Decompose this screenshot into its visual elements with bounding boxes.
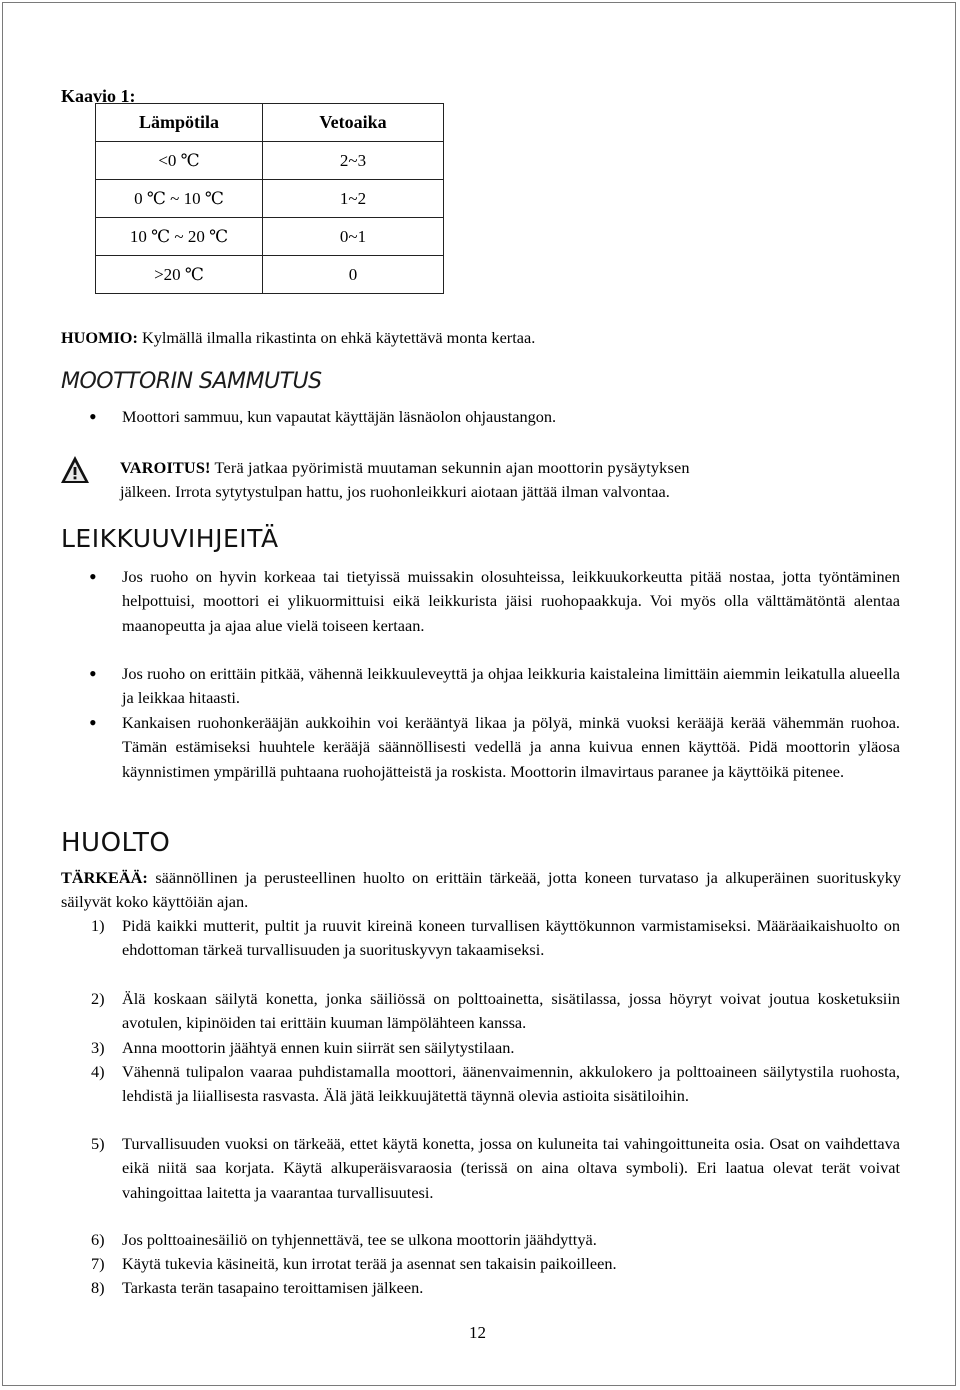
tarkeaa-label: TÄRKEÄÄ: [61,868,148,887]
maintenance-item-text: Käytä tukevia käsineitä, kun irrotat terää ja asennat sen takaisin paikoilleen. [122,1254,617,1273]
warning-label: VAROITUS! [120,458,211,477]
temperature-cell: 0 ℃ ~ 10 ℃ [96,180,263,218]
tip-bullet-text: Jos ruoho on hyvin korkeaa tai tietyissä muissakin olosuhteissa, leikkuukorkeutta pitää nostaa, jotta työntäminen helpottuisi, moottori ei ylikuormittuisi eikä leikkurista jäisi ruohopaakkuja. Voi myös olla välttämätöntä alentaa maanopeutta ja ajaa alue vielä toiseen kertaan. [122,567,900,635]
sammutus-bullet-text: Moottori sammuu, kun vapautat käyttäjän läsnäolon ohjaustangon. [122,407,557,426]
header-temperature: Lämpötila [96,104,263,142]
list-number: 2) [91,989,105,1008]
temperature-cell: <0 ℃ [96,142,263,180]
section-heading-leikkuuvihjeita: LEIKKUUVIHJEITÄ [61,524,279,553]
warning-triangle-icon [60,455,90,485]
huomio-text: Kylmällä ilmalla rikastinta on ehkä käytettävä monta kertaa. [137,328,536,347]
maintenance-item-text: Pidä kaikki mutterit, pultit ja ruuvit kireinä koneen turvallisen käyttökunnon varmistamiseksi. Määräaikaishuolto on ehdottoman tärkeä turvallisuuden ja suorituskyvyn takaamiseksi. [122,916,900,960]
bullet-dot-icon: • [89,710,97,735]
temperature-choke-table [95,103,444,294]
temperature-cell: >20 ℃ [96,256,263,294]
list-number: 8) [91,1278,105,1297]
bullet-dot-icon: • [89,661,97,686]
choke-time-cell: 0~1 [263,218,444,256]
table-caption: Kaavio 1: [61,86,136,106]
table-row [96,180,444,218]
tip-bullet-text: Kankaisen ruohonkerääjän aukkoihin voi kerääntyä likaa ja pölyä, minkä vuoksi kerääjä kerää vähemmän ruohoa. Tämän estämiseksi huuhtele kerääjä säännöllisesti vedellä ja anna kuivua ennen käyttöä. Pidä moottorin yläosa käynnistimen ympärillä puhtaana ruohojätteistä ja roskista. Moottorin ilmavirtaus paranee ja käyttöikä pitenee. [122,713,900,781]
list-number: 6) [91,1230,105,1249]
huolto-intro [61,866,901,915]
list-number: 7) [91,1254,105,1273]
maintenance-item-text: Jos polttoainesäiliö on tyhjennettävä, tee se ulkona moottorin jäähdyttyä. [122,1230,597,1249]
list-number: 4) [91,1062,105,1081]
table-header-row [96,104,444,142]
warning-text-line-2: jälkeen. Irrota sytytystulpan hattu, jos ruohonleikkuri aiotaan jättää ilman valvontaa. [120,482,670,501]
maintenance-item-text: Tarkasta terän tasapaino teroittamisen jälkeen. [122,1278,424,1297]
table-row [96,218,444,256]
huomio-label: HUOMIO: [61,328,138,347]
maintenance-item-text: Turvallisuuden vuoksi on tärkeää, ettet käytä konetta, jossa on kuluneita tai vahingoittuneita osia. Osat on vaihdettava eikä niitä saa korjata. Käytä alkuperäisvaraosia (terissä on aina oltava symboli). Eri laatua olevat terät voivat vahingoittaa laitetta ja vaarantaa turvallisuutesi. [122,1134,900,1202]
list-number: 5) [91,1134,105,1153]
huomio-note [61,326,911,350]
warning-text: Terä jatkaa pyörimistä muutaman sekunnin ajan moottorin pysäytyksen [210,458,690,477]
header-choke-time: Vetoaika [263,104,444,142]
maintenance-item-text: Anna moottorin jäähtyä ennen kuin siirrät sen säilytystilaan. [122,1038,515,1057]
huolto-intro-text: säännöllinen ja perusteellinen huolto on erittäin tärkeää, jotta koneen turvataso ja alkuperäinen suorituskyky säilyvät koko käyttöiän ajan. [61,868,901,912]
table-row [96,256,444,294]
section-heading-huolto: HUOLTO [61,828,171,858]
choke-time-cell: 1~2 [263,180,444,218]
choke-time-cell: 0 [263,256,444,294]
maintenance-item-text: Vähennä tulipalon vaaraa puhdistamalla moottori, äänenvaimennin, akkulokero ja polttoaineen säilytystila ruohosta, lehdistä ja liiallisesta rasvasta. Älä jätä leikkuujätettä täynnä olevia astioita sisätiloihin. [122,1062,900,1106]
page-number: 12 [469,1323,486,1342]
warning-text-line-1 [120,456,900,480]
bullet-dot-icon: • [89,564,97,589]
maintenance-item-text: Älä koskaan säilytä konetta, jonka säiliössä on polttoainetta, sisätilassa, jossa höyryt voivat joutua kosketuksiin avotulen, kipinöiden tai erittäin kuuman lämpölähteen kanssa. [122,989,900,1033]
section-heading-sammutus: MOOTTORIN SAMMUTUS [61,369,322,394]
list-number: 1) [91,916,105,935]
bullet-dot-icon: • [89,404,97,429]
tip-bullet-text: Jos ruoho on erittäin pitkää, vähennä leikkuuleveyttä ja ohjaa leikkuria kaistaleina limittäin aiemmin leikatulla alueella ja leikkaa hitaasti. [122,664,900,708]
temperature-cell: 10 ℃ ~ 20 ℃ [96,218,263,256]
choke-time-cell: 2~3 [263,142,444,180]
list-number: 3) [91,1038,105,1057]
table-row [96,142,444,180]
